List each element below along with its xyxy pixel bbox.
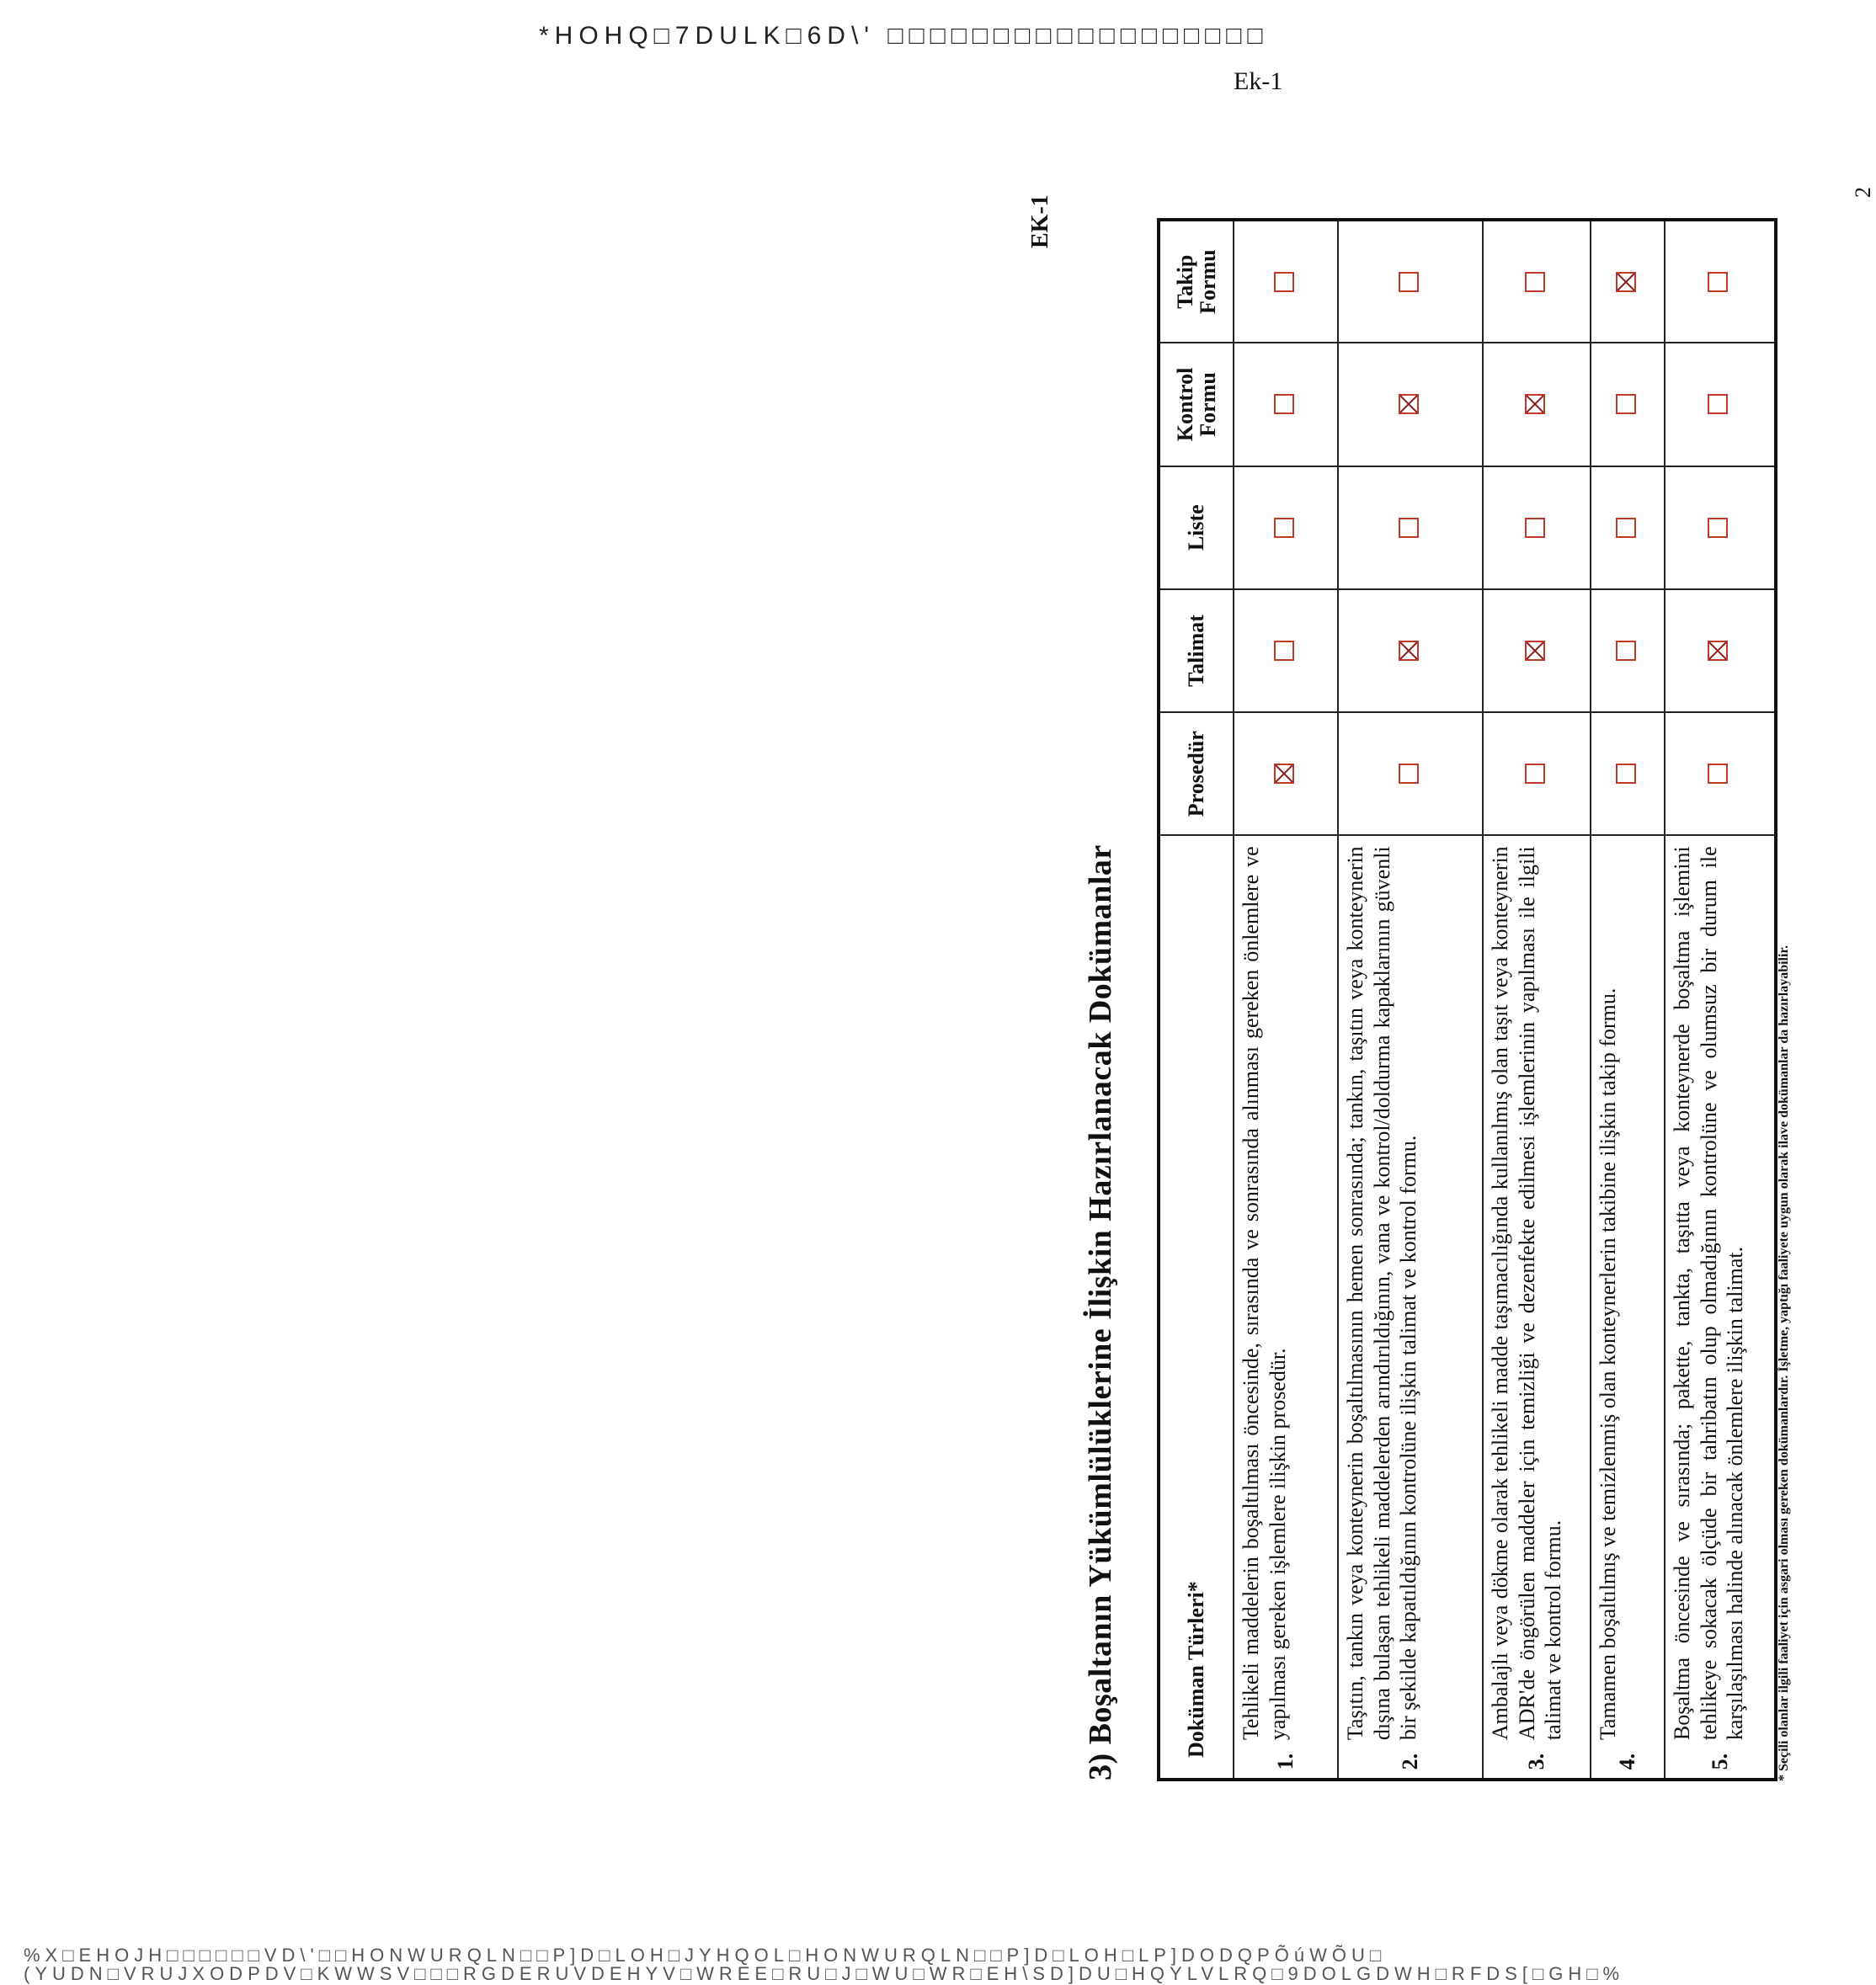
rotated-document [1027,168,1875,1852]
checkbox[interactable] [1525,641,1545,661]
table-row [1234,220,1338,1780]
col-liste: Liste [1159,466,1234,589]
annex-label: Ek-1 [1234,67,1283,95]
checkbox[interactable] [1399,518,1419,538]
row-description: Taşıtın, tankın veya konteynerin boşaltılmasının hemen sonrasında; tankın, taşıtın veya konteynerin dışına bulaşan tehlikeli maddelerden arındırıldığının, vana ve kontrol/doldurma kapaklarının güvenli bir şekilde kapatıldığının kontrolüne ilişkin talimat ve kontrol formu. [1338,835,1483,1745]
checkbox[interactable] [1525,272,1545,292]
col-doc-type: Doküman Türleri* [1159,835,1234,1780]
row-number: 3. [1483,1745,1591,1780]
checkbox[interactable] [1616,394,1636,414]
row-number: 2. [1338,1745,1483,1780]
checkbox[interactable] [1616,764,1636,784]
checkbox[interactable] [1399,394,1419,414]
checkbox[interactable] [1399,272,1419,292]
table-row [1591,220,1665,1780]
checkbox[interactable] [1525,764,1545,784]
checkbox[interactable] [1525,394,1545,414]
checkbox[interactable] [1274,518,1294,538]
document-title: 3) Boşaltanın Yükümlülüklerine İlişkin Hazırlanacak Dokümanlar [1083,844,1118,1780]
row-description: Tehlikeli maddelerin boşaltılması öncesinde, sırasında ve sonrasında alınması gereken önlemlere ve yapılması gereken işlemlere ilişkin prosedür. [1234,835,1338,1745]
checkbox[interactable] [1616,272,1636,292]
annex-label-rotated: EK-1 [1027,194,1053,248]
table-row [1338,220,1483,1780]
table-row [1665,220,1776,1780]
header-garbled-text: *HOHQ□7DULK□6D\' □□□□□□□□□□□□□□□□□□ [539,22,1269,50]
row-number: 5. [1665,1745,1776,1780]
row-description: Boşaltma öncesinde ve sırasında; pakette, tankta, taşıtta veya konteynerde boşaltma işlemini tehlikeye sokacak ölçüde bir tahribatın olup olmadığının kontrolüne ve olumsuz bir durum ile karşılaşılması halinde alınacak önlemlere ilişkin talimat. [1665,835,1776,1745]
row-number: 4. [1591,1745,1665,1780]
checkbox[interactable] [1274,641,1294,661]
checkbox[interactable] [1708,394,1728,414]
checkbox[interactable] [1525,518,1545,538]
checkbox[interactable] [1399,641,1419,661]
documents-table [1157,218,1777,1781]
row-description: Tamamen boşaltılmış ve temizlenmiş olan konteynerlerin takibine ilişkin takip formu. [1591,835,1665,1745]
col-kontrol-formu: Kontrol Formu [1159,343,1234,466]
footer-garbled-text-2: (YUDN□VRUJXODPDV□KWWSV□□□RGDERUVDEHYV□WREE□RU□J□WU□WR□EH\SD]DU□HQYLVLRQ□9DOLGDWH□RFDS[□GH□% [24,1963,1625,1984]
footer-garbled-text-1: %X□EHOJH□□□□□□VD\'□□HONWURQLN□□P]D□LOH□JYHQOL□HONWURQLN□□P]D□LOH□LP]DODQPÕúWÕU□ [24,1945,1387,1966]
checkbox[interactable] [1616,518,1636,538]
checkbox[interactable] [1708,641,1728,661]
footnote: * Seçili olanlar ilgili faaliyet için asgari olması gereken dokümanlardır. İşletme, yaptığı faaliyete uygun olarak ilave dokümanlar da hazırlayabilir. [1777,945,1791,1781]
table-header-row [1159,220,1234,1780]
checkbox[interactable] [1708,764,1728,784]
checkbox[interactable] [1399,764,1419,784]
row-description: Ambalajlı veya dökme olarak tehlikeli madde taşımacılığında kullanılmış olan taşıt veya konteynerin ADR'de öngörülen maddeler için temizliği ve dezenfekte edilmesi işlemlerinin yapılması ile ilgili talimat ve kontrol formu. [1483,835,1591,1745]
checkbox[interactable] [1274,272,1294,292]
checkbox[interactable] [1708,272,1728,292]
page-number: 2 [1851,187,1875,198]
checkbox[interactable] [1708,518,1728,538]
checkbox[interactable] [1274,394,1294,414]
col-talimat: Talimat [1159,589,1234,712]
col-prosedur: Prosedür [1159,712,1234,835]
checkbox[interactable] [1616,641,1636,661]
checkbox[interactable] [1274,764,1294,784]
table-row [1483,220,1591,1780]
col-takip-formu: Takip Formu [1159,220,1234,343]
row-number: 1. [1234,1745,1338,1780]
